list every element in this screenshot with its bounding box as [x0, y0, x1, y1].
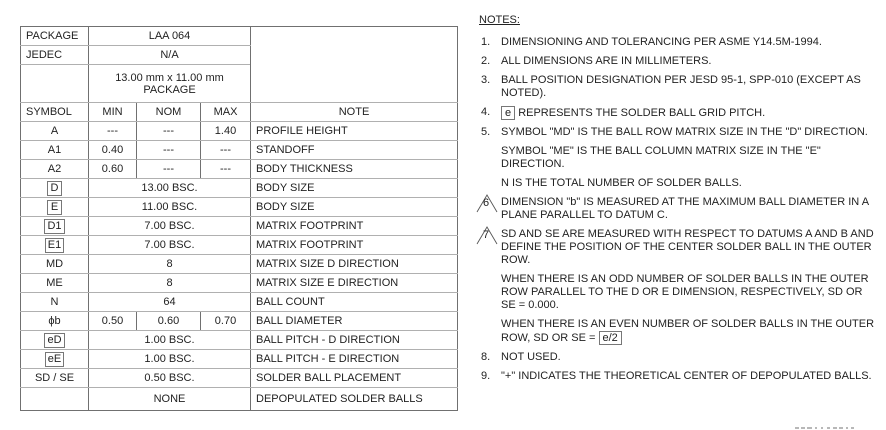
symbol-cell — [21, 350, 89, 369]
note-cell: BODY THICKNESS — [251, 160, 458, 179]
note-9 — [479, 370, 879, 383]
jedec-value: N/A — [89, 46, 251, 65]
symbol-cell — [21, 217, 89, 236]
note-5-sub-me: SYMBOL "ME" IS THE BALL COLUMN MATRIX SIZE IN THE "E" DIRECTION. — [501, 145, 821, 170]
table-row — [21, 217, 458, 236]
boxed-symbol: eD — [44, 333, 64, 348]
symbol-cell: ϕb — [21, 312, 89, 331]
note-cell: STANDOFF — [251, 141, 458, 160]
note-text: SD AND SE ARE MEASURED WITH RESPECT TO DATUMS A AND B AND DEFINE THE POSITION OF THE CENTER SOLDER BALL IN THE OUTER ROW. — [501, 228, 874, 266]
note-5 — [479, 126, 879, 139]
note-6 — [479, 196, 879, 222]
boxed-symbol: D1 — [44, 219, 64, 234]
max-cell: 0.70 — [201, 312, 251, 331]
note-1 — [479, 36, 879, 49]
jedec-label: JEDEC — [21, 46, 89, 65]
note-text: NOT USED. — [501, 351, 561, 363]
symbol-cell — [21, 236, 89, 255]
note-7 — [479, 228, 879, 267]
table-row — [21, 350, 458, 369]
symbol-cell — [21, 198, 89, 217]
symbol-cell — [21, 388, 89, 411]
note-number: 9. — [481, 370, 491, 382]
boxed-symbol: E1 — [45, 238, 64, 253]
note-cell: PROFILE HEIGHT — [251, 122, 458, 141]
flag-number: 7 — [483, 229, 490, 241]
min-cell: 0.60 — [89, 160, 137, 179]
min-cell: 0.50 — [89, 312, 137, 331]
drawing-id-clipped — [795, 424, 855, 430]
note-cell: BALL PITCH - D DIRECTION — [251, 331, 458, 350]
note-number: 1. — [481, 36, 491, 48]
symbol-cell: ME — [21, 274, 89, 293]
note-cell: BALL DIAMETER — [251, 312, 458, 331]
dimension-table — [20, 26, 458, 411]
min-cell: 0.40 — [89, 141, 137, 160]
symbol-cell — [21, 331, 89, 350]
symbol-cell: N — [21, 293, 89, 312]
max-cell: 1.40 — [201, 122, 251, 141]
table-row — [21, 141, 458, 160]
header-note: NOTE — [251, 103, 458, 122]
note-cell: MATRIX SIZE D DIRECTION — [251, 255, 458, 274]
note-cell: SOLDER BALL PLACEMENT — [251, 369, 458, 388]
header-nom: NOM — [137, 103, 201, 122]
note-number: 3. — [481, 74, 491, 86]
symbol-cell: A2 — [21, 160, 89, 179]
note-cell: MATRIX SIZE E DIRECTION — [251, 274, 458, 293]
value-span-cell: NONE — [89, 388, 251, 411]
table-row — [21, 293, 458, 312]
nom-cell: --- — [137, 160, 201, 179]
note-5-sub-n: N IS THE TOTAL NUMBER OF SOLDER BALLS. — [501, 177, 742, 189]
symbol-cell: SD / SE — [21, 369, 89, 388]
note-text: DIMENSION "b" IS MEASURED AT THE MAXIMUM BALL DIAMETER IN A PLANE PARALLEL TO DATUM C. — [501, 196, 869, 221]
note-2 — [479, 55, 879, 68]
note-7-sub-odd: WHEN THERE IS AN ODD NUMBER OF SOLDER BALLS IN THE OUTER ROW PARALLEL TO THE D OR E DIMENSION, RESPECTIVELY, SD OR SE = 0.000. — [501, 273, 869, 311]
note-cell: MATRIX FOOTPRINT — [251, 217, 458, 236]
triangle-flag-icon — [476, 225, 500, 245]
note-cell: BALL COUNT — [251, 293, 458, 312]
value-span-cell: 8 — [89, 255, 251, 274]
note-cell: MATRIX FOOTPRINT — [251, 236, 458, 255]
note-cell: BODY SIZE — [251, 179, 458, 198]
value-span-cell: 13.00 BSC. — [89, 179, 251, 198]
boxed-symbol-e: e — [501, 106, 515, 120]
note-7-sub-even — [479, 318, 879, 345]
boxed-symbol: D — [47, 181, 62, 196]
flag-number: 6 — [483, 197, 490, 209]
triangle-flag-icon — [476, 193, 500, 213]
table-row — [21, 122, 458, 141]
table-row — [21, 388, 458, 411]
table-row — [21, 274, 458, 293]
note-text: DIMENSIONING AND TOLERANCING PER ASME Y14.5M-1994. — [501, 36, 822, 48]
header-blank-cell — [251, 27, 458, 103]
note-number: 8. — [481, 351, 491, 363]
value-span-cell: 11.00 BSC. — [89, 198, 251, 217]
package-label: PACKAGE — [21, 27, 89, 46]
boxed-symbol: eE — [45, 352, 64, 367]
nom-cell: --- — [137, 122, 201, 141]
note-4 — [479, 106, 879, 120]
nom-cell: --- — [137, 141, 201, 160]
header-max: MAX — [201, 103, 251, 122]
min-cell: --- — [89, 122, 137, 141]
header-symbol: SYMBOL — [21, 103, 89, 122]
nom-cell: 0.60 — [137, 312, 201, 331]
note-number: 4. — [481, 106, 491, 118]
header-min: MIN — [89, 103, 137, 122]
table-row — [21, 236, 458, 255]
note-text: REPRESENTS THE SOLDER BALL GRID PITCH. — [518, 107, 766, 119]
table-header-row — [21, 103, 458, 122]
note-text: ALL DIMENSIONS ARE IN MILLIMETERS. — [501, 55, 712, 67]
value-span-cell: 0.50 BSC. — [89, 369, 251, 388]
value-span-cell: 7.00 BSC. — [89, 217, 251, 236]
symbol-cell: MD — [21, 255, 89, 274]
max-cell: --- — [201, 141, 251, 160]
note-text: "+" INDICATES THE THEORETICAL CENTER OF DEPOPULATED BALLS. — [501, 370, 872, 382]
package-size-line1: 13.00 mm x 11.00 mm — [115, 71, 224, 84]
value-span-cell: 64 — [89, 293, 251, 312]
value-span-cell: 1.00 BSC. — [89, 350, 251, 369]
package-size-value — [89, 65, 251, 103]
note-3 — [479, 74, 879, 100]
note-text: SYMBOL "MD" IS THE BALL ROW MATRIX SIZE IN THE "D" DIRECTION. — [501, 126, 868, 138]
table-row — [21, 198, 458, 217]
table-row — [21, 312, 458, 331]
package-size-line2: PACKAGE — [143, 83, 196, 96]
note-text: BALL POSITION DESIGNATION PER JESD 95-1, SPP-010 (EXCEPT AS NOTED). — [501, 74, 861, 99]
symbol-cell — [21, 179, 89, 198]
value-span-cell: 1.00 BSC. — [89, 331, 251, 350]
value-span-cell: 7.00 BSC. — [89, 236, 251, 255]
table-row-package — [21, 27, 458, 46]
note-8 — [479, 351, 879, 364]
boxed-symbol: E — [47, 200, 62, 215]
table-row — [21, 331, 458, 350]
note-number: 2. — [481, 55, 491, 67]
value-span-cell: 8 — [89, 274, 251, 293]
note-cell: BODY SIZE — [251, 198, 458, 217]
note-text: WHEN THERE IS AN EVEN NUMBER OF SOLDER BALLS IN THE OUTER ROW, SD OR SE = — [501, 318, 875, 344]
notes-section — [479, 14, 879, 389]
table-row — [21, 255, 458, 274]
symbol-cell: A — [21, 122, 89, 141]
symbol-cell: A1 — [21, 141, 89, 160]
notes-title: NOTES: — [479, 14, 520, 26]
note-number: 5. — [481, 126, 491, 138]
max-cell: --- — [201, 160, 251, 179]
package-size-blank — [21, 65, 89, 103]
table-row — [21, 160, 458, 179]
note-cell: BALL PITCH - E DIRECTION — [251, 350, 458, 369]
table-row — [21, 179, 458, 198]
boxed-e-half: e/2 — [599, 331, 622, 345]
table-row — [21, 369, 458, 388]
package-value: LAA 064 — [89, 27, 251, 46]
note-cell: DEPOPULATED SOLDER BALLS — [251, 388, 458, 411]
